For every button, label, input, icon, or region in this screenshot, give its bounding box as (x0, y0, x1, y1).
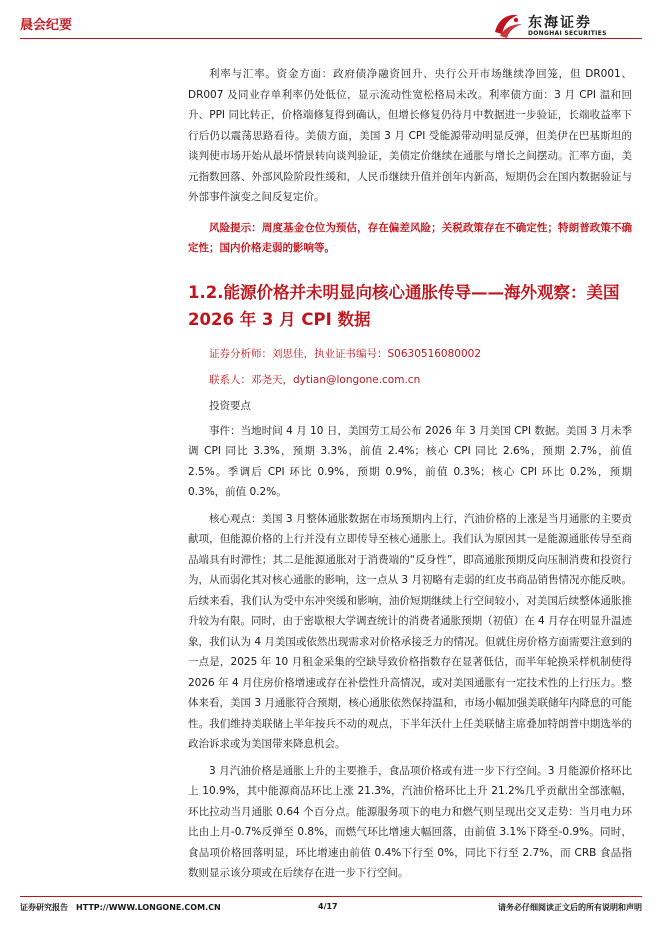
gasoline-paragraph: 3 月汽油价格是通胀上升的主要推手，食品项价格或有进一步下行空间。3 月能源价格环比上 10.9%，其中能源商品环比上涨 21.3%，汽油价格环比上升 21.2%几乎贡献出全部涨幅，环比拉动当月通胀 0.64 个百分点。能源服务项下的电力和燃气则呈现出交叉走势：当月电力环比由上月-0.7%反弹至 0.8%，而燃气环比增速大幅回落，由前值 3.1%下降至-0.9%。同时，食品项价格回落明显，环比增速由前值 0.4%下行至 0%，同比下行至 2.7%，而 CRB 食品指数则显示该分项或在后续存在进一步下行空间。 (188, 764, 632, 879)
donghai-logo-icon (492, 10, 524, 40)
footer-website: 证券研究报告 HTTP://WWW.LONGONE.COM.CN (20, 903, 221, 912)
event-paragraph: 事件：当地时间 4 月 10 日，美国劳工局公布 2026 年 3 月美国 CPI 数据。美国 3 月未季调 CPI 同比 3.3%，预期 3.3%，前值 2.4%；核心 CPI 同比 2.6%，预期 2.7%，前值 2.5%。季调后 CPI 环比 0.9%，预期 0.9%，前值 0.3%；核心 CPI 环比 0.2%，预期 0.3%，前值 0.2%。 (188, 424, 632, 498)
company-logo (492, 10, 642, 40)
section-title: 1.2.能源价格并未明显向核心通胀传导——海外观察：美国 2026 年 3 月 CPI 数据 (188, 282, 620, 329)
logo-chinese-name: 东海证券 (528, 15, 592, 31)
report-series-title: 晨会纪要 (20, 18, 73, 33)
logo-english-name: DONGHAI SECURITIES (528, 30, 607, 37)
footer-disclaimer: 请务必仔细阅读正文后的所有说明和声明 (498, 903, 642, 912)
investment-highlights-heading: 投资要点 (209, 399, 251, 412)
main-content (188, 64, 632, 884)
contact-info: 联系人：邓尧天，dytian@longone.com.cn (209, 373, 421, 386)
risk-warning: 风险提示：周度基金仓位为预估，存在偏差风险；关税政策存在不确定性；特朗普政策不确定性；国内价格走弱的影响等。 (188, 221, 632, 254)
page-number: 4/17 (318, 902, 338, 911)
analyst-info: 证券分析师：刘思佳，执业证书编号：S0630516080002 (209, 347, 482, 360)
header-divider (20, 38, 642, 39)
footer-divider (20, 896, 642, 897)
core-view-paragraph: 核心观点：美国 3 月整体通胀数据在市场预期内上行，汽油价格的上涨是当月通胀的主要贡献项，但能源价格的上行并没有立即传导至核心通胀上。我们认为原因其一是能源通胀传导至商品端具有时滞性；其二是能源通胀对于消费端的“反身性”，即高通胀预期反向压制消费和投资行为，从而弱化其对核心通胀的影响，这一点从 3 月初略有走弱的红皮书商品销售情况亦能反映。后续来看，我们认为受中东冲突缓和影响，油价短期继续上行空间较小，对美国后续整体通胀推升较为有限。同时，由于密歇根大学调查统计的消费者通胀预期（初值）在 4 月存在明显升温迹象，我们认为 4 月美国或依然出现需求对价格承接乏力的情况。但就住房价格方面需要注意到的一点是，2025 年 10 月租金采集的空缺导致价格指数存在显著低估，而半年轮换采样机制使得 2026 年 4 月住房价格增速或存在补偿性升高情况，或对美国通胀有一定技术性的上行压力。整体来看，美国 3 月通胀符合预期，核心通胀依然保持温和，市场小幅加强美联储年内降息的可能性。我们维持美联储上半年按兵不动的观点，下半年沃什上任美联储主席叠加特朗普中期选举的政治诉求或为美国带来降息机会。 (188, 512, 632, 750)
continuation-paragraph: 利率与汇率。资金方面：政府债净融资回升、央行公开市场继续净回笼，但 DR001、DR007 及同业存单利率仍处低位，显示流动性宽松格局未改。利率债方面：3 月 CPI 温和回升、PPI 同比转正，价格端修复得到确认，但增长修复仍待月中数据进一步验证，长端收益率下行后仍以震荡思路看待。美债方面，美国 3 月 CPI 受能源带动明显反弹，但美伊在巴基斯坦的谈判使市场开始从最坏情景转向谈判验证，美债定价继续在通胀与增长之间摆动。汇率方面，美元指数回落、外部风险阶段性缓和，人民币继续升值并创年内新高，短期仍会在国内数据验证与外部事件演变之间反复定价。 (188, 68, 632, 203)
